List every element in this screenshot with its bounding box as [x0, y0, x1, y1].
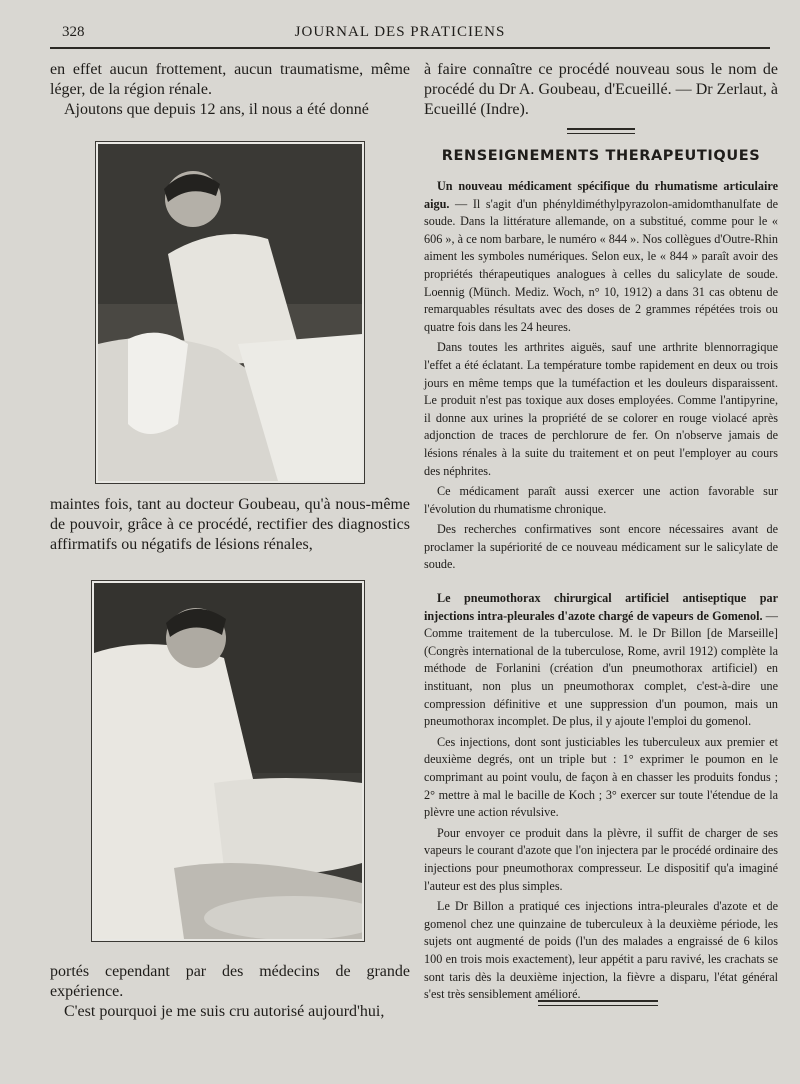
photo-examination-1	[96, 142, 364, 483]
article-1-text-1: — Il s'agit d'un phényldiméthylpyrazolon-amidomthanulfate de soude. Dans la littérature allemande, on a substitué, comme pour le « 606 », à ce nom barbare, le numéro « 844 ». Nos collègues d'Outre-Rhin aiment les symboles numériques. Selon eux, le « 844 » paraît avoir des propriétés thérapeutiques analogues à celles du salicylate de soude. Loennig (Münch. Mediz. Woch, n° 10, 1912) a dans 31 cas obtenu de remarquables résultats avec des doses de 2 grammes répétées trois ou quatre fois dans les 24 heures.	[424, 196, 778, 334]
left-bottom-text	[50, 962, 410, 1022]
header-rule	[50, 47, 770, 49]
end-rule	[538, 1000, 658, 1006]
article-2-paragraph-1	[424, 590, 778, 731]
article-1-paragraph-1	[424, 178, 778, 336]
rule-1a	[567, 128, 635, 130]
left-paragraph-1: en effet aucun frottement, aucun traumatisme, même léger, de la région rénale.	[50, 61, 410, 98]
article-2-title: Le pneumothorax chirurgical artificiel antiseptique par injections intra-pleurales d'azote chargé de vapeurs de Gomenol.	[424, 591, 778, 623]
article-1-paragraph-3: Ce médicament paraît aussi exercer une action favorable sur l'évolution du rhumatisme chronique.	[424, 484, 778, 516]
section-title: RENSEIGNEMENTS THERAPEUTIQUES	[441, 148, 761, 164]
left-paragraph-5: C'est pourquoi je me suis cru autorisé aujourd'hui,	[64, 1003, 385, 1020]
article-2-paragraph-3: Pour envoyer ce produit dans la plèvre, il suffit de charger de ses vapeurs le courant d'azote que l'on injectera par le procédé ordinaire des injections pour pneumothorax compresseur. Le dispositif qu'a imaginé l'auteur est des plus simples.	[424, 825, 778, 893]
article-1-paragraph-2: Dans toutes les arthrites aiguës, sauf une arthrite blennorragique l'effet a été éclatant. La température tombe rapidement en deux ou trois jours en même temps que la tuméfaction et les douleurs disparaissent. Le produit n'est pas toxique aux doses employées. Comme l'antipyrine, il donne aux urines la propriété de se colorer en rouge violacé après adjonction de traces de perchlorure de fer. On n'observe jamais de lésions rénales à la suite du traitement et on peut l'employer au cours des néphrites.	[424, 340, 778, 478]
right-intro: à faire connaître ce procédé nouveau sous le nom de procédé du Dr A. Goubeau, d'Ecueillé. — Dr Zerlaut, à Ecueillé (Indre).	[424, 61, 778, 118]
page-number: 328	[62, 24, 85, 40]
rule-1b	[567, 133, 635, 134]
article-2-text-1: — Comme traitement de la tuberculose. M. le Dr Billon [de Marseille] (Congrès international de la tuberculose, Rome, avril 1912) complète la méthode de Forlanini (création d'un pneumothorax artificiel) en instituant, non plus un pneumothorax complet, c'est-à-dire une compression définitive et une suppression d'un poumon, mais un pneumothorax incomplet. De plus, il y ajoute l'emploi du gomenol.	[424, 608, 778, 729]
end-rule-a	[538, 1000, 658, 1002]
article-1-paragraph-4: Des recherches confirmatives sont encore nécessaires avant de proclamer la supériorité de ce nouveau médicament sur le salicylate de soude.	[424, 522, 778, 572]
article-2-paragraph-4: Le Dr Billon a pratiqué ces injections intra-pleurales d'azote et de gomenol chez une quinzaine de tuberculeux à la deuxième période, les sujets ont augmenté de poids (l'un des malades a engraissé de 6 kilos 100 en trois mois exactement), leur appétit a paru ravivé, les crachats se sont taris dès la deuxième injection, la fièvre a disparu, l'état général s'est très sensiblement amélioré.	[424, 899, 778, 1002]
right-column	[424, 60, 778, 1007]
photo-examination-2	[92, 581, 364, 941]
left-paragraph-3: maintes fois, tant au docteur Goubeau, qu'à nous-même de pouvoir, grâce à ce procédé, rectifier des diagnostics affirmatifs ou négatifs de lésions rénales,	[50, 496, 410, 553]
journal-title: JOURNAL DES PRATICIENS	[294, 24, 506, 40]
left-column	[50, 60, 410, 120]
left-paragraph-2: Ajoutons que depuis 12 ans, il nous a été donné	[64, 101, 369, 118]
article-2-paragraph-2: Ces injections, dont sont justiciables les tuberculeux aux premier et deuxième degrés, ont un triple but : 1° exprimer le poumon en le comprimant au point voulu, de façon à en chasser les produits fondus ; 2° mettre à mal le bacille de Koch ; 3° exercer sur toute l'étendue de la plèvre une action révulsive.	[424, 734, 778, 820]
end-rule-b	[538, 1005, 658, 1006]
article-1-title: Un nouveau médicament spécifique du rhumatisme articulaire aigu.	[424, 179, 778, 211]
left-paragraph-4: portés cependant par des médecins de grande expérience.	[50, 963, 410, 1000]
